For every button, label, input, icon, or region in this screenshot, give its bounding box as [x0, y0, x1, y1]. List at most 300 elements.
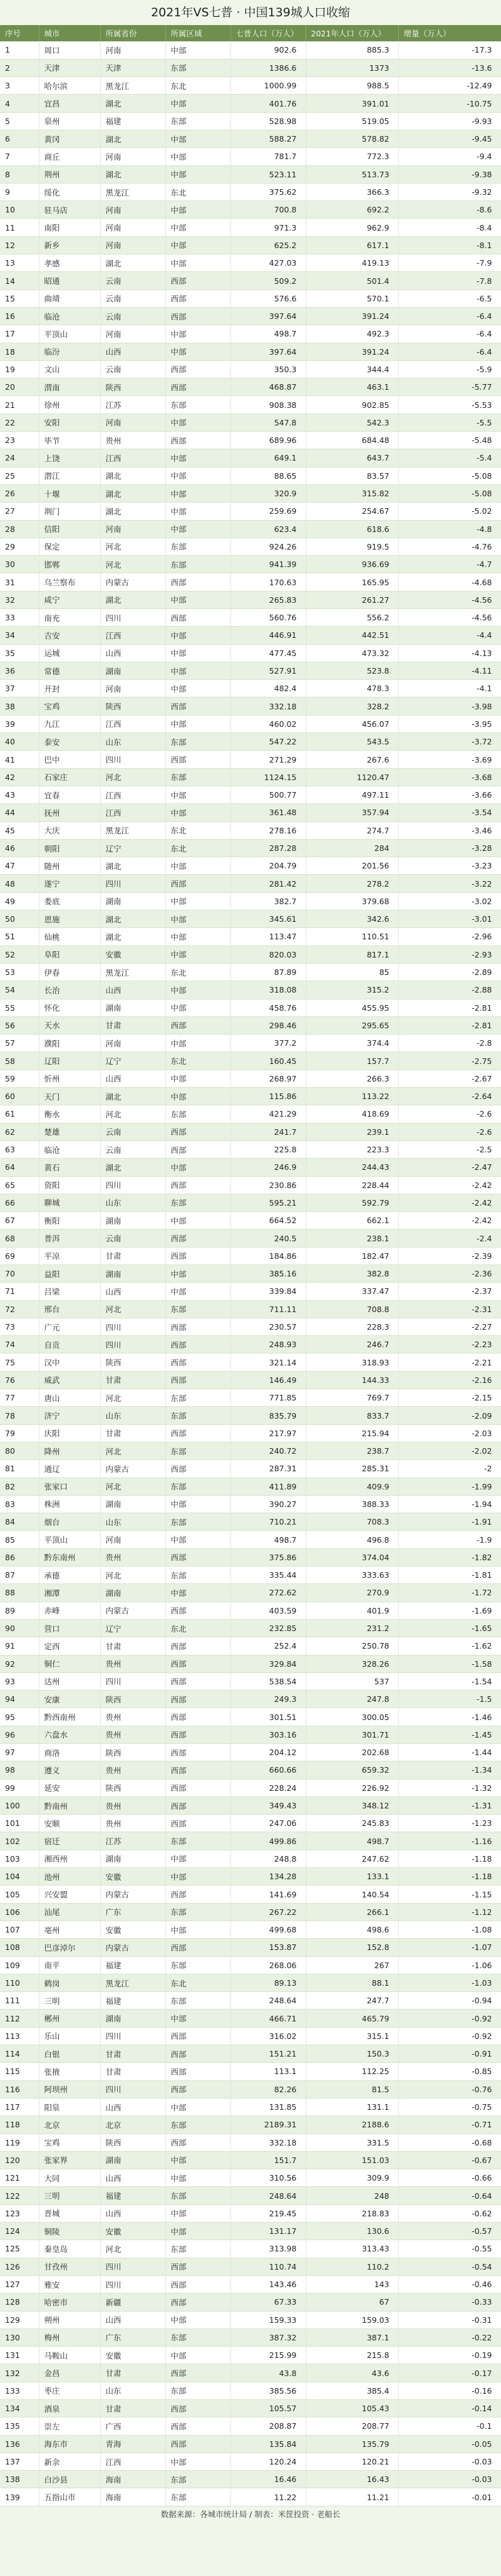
change-cell: -1.18 — [398, 1868, 501, 1885]
pop-2021-cell: 67 — [306, 2293, 398, 2311]
table-row — [0, 715, 501, 733]
census-pop-cell: 246.9 — [230, 1159, 306, 1176]
census-pop-cell: 89.13 — [230, 1974, 306, 1991]
change-cell: -1.15 — [398, 1885, 501, 1903]
region-cell: 西部 — [165, 2435, 230, 2453]
pop-2021-cell: 385.4 — [306, 2382, 398, 2399]
table-row — [0, 2382, 501, 2399]
rank-cell: 90 — [0, 1619, 39, 1637]
province-cell: 河北 — [100, 1442, 165, 1459]
city-cell: 长治 — [39, 981, 100, 999]
city-cell: 平凉 — [39, 1247, 100, 1265]
census-pop-cell: 482.4 — [230, 680, 306, 697]
city-cell: 赤峰 — [39, 1602, 100, 1619]
change-cell: -1.65 — [398, 1619, 501, 1637]
census-pop-cell: 265.83 — [230, 591, 306, 608]
province-cell: 河北 — [100, 538, 165, 555]
region-cell: 中部 — [165, 2453, 230, 2470]
header-rank: 序号 — [0, 25, 39, 41]
region-cell: 东部 — [165, 2187, 230, 2204]
rank-cell: 34 — [0, 627, 39, 644]
province-cell: 广东 — [100, 2328, 165, 2346]
table-row — [0, 1247, 501, 1265]
change-cell: -1.18 — [398, 1850, 501, 1867]
table-row — [0, 1619, 501, 1637]
table-row — [0, 165, 501, 183]
province-cell: 湖北 — [100, 467, 165, 484]
change-cell: -0.75 — [398, 2098, 501, 2115]
pop-2021-cell: 501.4 — [306, 272, 398, 289]
region-cell: 中部 — [165, 715, 230, 733]
city-cell: 铜陵 — [39, 2223, 100, 2240]
table-row — [0, 2063, 501, 2080]
province-cell: 甘肃 — [100, 1247, 165, 1265]
region-cell: 中部 — [165, 1495, 230, 1513]
rank-cell: 123 — [0, 2204, 39, 2222]
pop-2021-cell: 382.8 — [306, 1265, 398, 1282]
pop-2021-cell: 962.9 — [306, 219, 398, 236]
region-cell: 西部 — [165, 307, 230, 325]
header-change: 增量（万人） — [398, 25, 501, 41]
city-cell: 济宁 — [39, 1407, 100, 1424]
pop-2021-cell: 231.2 — [306, 1619, 398, 1637]
rank-cell: 95 — [0, 1708, 39, 1726]
census-pop-cell: 902.6 — [230, 41, 306, 59]
table-row — [0, 1159, 501, 1176]
table-row — [0, 963, 501, 981]
table-row — [0, 1070, 501, 1087]
city-cell: 张家界 — [39, 2151, 100, 2169]
city-cell: 荆门 — [39, 503, 100, 520]
census-pop-cell: 113.1 — [230, 2063, 306, 2080]
census-pop-cell: 272.62 — [230, 1584, 306, 1602]
region-cell: 西部 — [165, 1691, 230, 1708]
region-cell: 东部 — [165, 59, 230, 76]
region-cell: 西部 — [165, 1353, 230, 1371]
table-row — [0, 1956, 501, 1974]
table-row — [0, 2293, 501, 2311]
province-cell: 山西 — [100, 1070, 165, 1087]
pop-2021-cell: 478.3 — [306, 680, 398, 697]
region-cell: 西部 — [165, 1761, 230, 1779]
change-cell: -0.16 — [398, 2382, 501, 2399]
census-pop-cell: 332.18 — [230, 2134, 306, 2151]
rank-cell: 96 — [0, 1726, 39, 1743]
change-cell: -1.81 — [398, 1567, 501, 1584]
census-pop-cell: 219.45 — [230, 2204, 306, 2222]
region-cell: 中部 — [165, 1850, 230, 1867]
table-row — [0, 1424, 501, 1442]
province-cell: 贵州 — [100, 1708, 165, 1726]
province-cell: 福建 — [100, 1992, 165, 2010]
region-cell: 西部 — [165, 1318, 230, 1335]
city-cell: 广元 — [39, 1318, 100, 1335]
region-cell: 东部 — [165, 1567, 230, 1584]
city-cell: 天津 — [39, 59, 100, 76]
city-cell: 酒泉 — [39, 2399, 100, 2417]
city-cell: 聊城 — [39, 1194, 100, 1211]
census-pop-cell: 259.69 — [230, 503, 306, 520]
city-cell: 益阳 — [39, 1265, 100, 1282]
table-row — [0, 2488, 501, 2506]
rank-cell: 111 — [0, 1992, 39, 2010]
rank-cell: 33 — [0, 609, 39, 627]
table-row — [0, 2204, 501, 2222]
region-cell: 中部 — [165, 484, 230, 502]
census-pop-cell: 248.8 — [230, 1850, 306, 1867]
change-cell: -9.93 — [398, 112, 501, 130]
census-pop-cell: 241.7 — [230, 1123, 306, 1140]
province-cell: 陕西 — [100, 2134, 165, 2151]
region-cell: 东部 — [165, 538, 230, 555]
change-cell: -1.12 — [398, 1903, 501, 1921]
change-cell: -0.46 — [398, 2275, 501, 2293]
region-cell: 中部 — [165, 1584, 230, 1602]
census-pop-cell: 281.42 — [230, 875, 306, 892]
rank-cell: 31 — [0, 573, 39, 591]
city-cell: 宿迁 — [39, 1832, 100, 1850]
province-cell: 山西 — [100, 343, 165, 360]
rank-cell: 126 — [0, 2258, 39, 2275]
census-pop-cell: 411.89 — [230, 1478, 306, 1495]
region-cell: 中部 — [165, 946, 230, 963]
change-cell: -0.64 — [398, 2187, 501, 2204]
pop-2021-cell: 270.9 — [306, 1584, 398, 1602]
rank-cell: 118 — [0, 2116, 39, 2134]
pop-2021-cell: 120.21 — [306, 2453, 398, 2470]
change-cell: -4.11 — [398, 662, 501, 679]
pop-2021-cell: 543.5 — [306, 733, 398, 751]
census-pop-cell: 151.21 — [230, 2045, 306, 2063]
change-cell: -3.46 — [398, 821, 501, 839]
city-cell: 保定 — [39, 538, 100, 555]
table-row — [0, 857, 501, 875]
province-cell: 河南 — [100, 148, 165, 165]
change-cell: -5.02 — [398, 503, 501, 520]
census-pop-cell: 689.96 — [230, 432, 306, 449]
rank-cell: 26 — [0, 484, 39, 502]
province-cell: 山西 — [100, 981, 165, 999]
table-row — [0, 1336, 501, 1353]
change-cell: -0.1 — [398, 2417, 501, 2435]
rank-cell: 14 — [0, 272, 39, 289]
header-2021-pop: 2021年人口（万人） — [306, 25, 398, 41]
city-cell: 大同 — [39, 2169, 100, 2187]
province-cell: 贵州 — [100, 1796, 165, 1814]
change-cell: -3.72 — [398, 733, 501, 751]
pop-2021-cell: 16.43 — [306, 2471, 398, 2488]
census-pop-cell: 499.86 — [230, 1832, 306, 1850]
province-cell: 湖北 — [100, 1088, 165, 1105]
rank-cell: 25 — [0, 467, 39, 484]
city-cell: 濮阳 — [39, 1035, 100, 1052]
pop-2021-cell: 465.79 — [306, 2010, 398, 2027]
table-row — [0, 1921, 501, 1938]
pop-2021-cell: 182.47 — [306, 1247, 398, 1265]
city-cell: 梅州 — [39, 2328, 100, 2346]
rank-cell: 42 — [0, 768, 39, 786]
table-row — [0, 2240, 501, 2258]
census-pop-cell: 711.11 — [230, 1300, 306, 1318]
census-pop-cell: 421.29 — [230, 1105, 306, 1123]
city-cell: 湘潭 — [39, 1584, 100, 1602]
rank-cell: 62 — [0, 1123, 39, 1140]
province-cell: 安徽 — [100, 1868, 165, 1885]
province-cell: 湖北 — [100, 928, 165, 946]
province-cell: 江西 — [100, 2453, 165, 2470]
province-cell: 内蒙古 — [100, 1602, 165, 1619]
region-cell: 西部 — [165, 1460, 230, 1478]
pop-2021-cell: 492.3 — [306, 325, 398, 343]
change-cell: -4.56 — [398, 591, 501, 608]
region-cell: 西部 — [165, 2045, 230, 2063]
city-cell: 文山 — [39, 360, 100, 378]
region-cell: 西部 — [165, 2080, 230, 2098]
table-row — [0, 1407, 501, 1424]
province-cell: 云南 — [100, 360, 165, 378]
pop-2021-cell: 110.51 — [306, 928, 398, 946]
census-pop-cell: 110.74 — [230, 2258, 306, 2275]
rank-cell: 58 — [0, 1052, 39, 1070]
region-cell: 中部 — [165, 343, 230, 360]
city-cell: 降州 — [39, 1442, 100, 1459]
census-pop-cell: 287.31 — [230, 1460, 306, 1478]
province-cell: 山西 — [100, 1283, 165, 1300]
rank-cell: 17 — [0, 325, 39, 343]
table-row — [0, 1531, 501, 1548]
region-cell: 西部 — [165, 1548, 230, 1566]
province-cell: 云南 — [100, 272, 165, 289]
pop-2021-cell: 418.69 — [306, 1105, 398, 1123]
province-cell: 湖北 — [100, 503, 165, 520]
change-cell: -5.53 — [398, 396, 501, 414]
table-row — [0, 1708, 501, 1726]
region-cell: 中部 — [165, 786, 230, 803]
region-cell: 东部 — [165, 2488, 230, 2506]
city-cell: 衡水 — [39, 1105, 100, 1123]
census-pop-cell: 538.54 — [230, 1672, 306, 1690]
city-cell: 临沧 — [39, 1140, 100, 1158]
change-cell: -2.31 — [398, 1300, 501, 1318]
rank-cell: 55 — [0, 999, 39, 1016]
census-pop-cell: 649.1 — [230, 449, 306, 467]
rank-cell: 73 — [0, 1318, 39, 1335]
pop-2021-cell: 261.27 — [306, 591, 398, 608]
change-cell: -4.1 — [398, 680, 501, 697]
change-cell: -1.62 — [398, 1637, 501, 1655]
census-pop-cell: 971.3 — [230, 219, 306, 236]
province-cell: 陕西 — [100, 1353, 165, 1371]
pop-2021-cell: 456.07 — [306, 715, 398, 733]
region-cell: 西部 — [165, 1779, 230, 1796]
province-cell: 陕西 — [100, 1779, 165, 1796]
table-row — [0, 520, 501, 538]
change-cell: -0.03 — [398, 2453, 501, 2470]
rank-cell: 94 — [0, 1691, 39, 1708]
region-cell: 西部 — [165, 1602, 230, 1619]
pop-2021-cell: 833.7 — [306, 1407, 398, 1424]
change-cell: -8.4 — [398, 219, 501, 236]
region-cell: 东部 — [165, 1478, 230, 1495]
census-pop-cell: 387.32 — [230, 2328, 306, 2346]
rank-cell: 91 — [0, 1637, 39, 1655]
pop-2021-cell: 885.3 — [306, 41, 398, 59]
table-row — [0, 1442, 501, 1459]
province-cell: 湖南 — [100, 2010, 165, 2027]
table-row — [0, 821, 501, 839]
census-pop-cell: 268.06 — [230, 1956, 306, 1974]
province-cell: 河北 — [100, 1389, 165, 1407]
pop-2021-cell: 228.3 — [306, 1318, 398, 1335]
rank-cell: 38 — [0, 697, 39, 715]
region-cell: 东部 — [165, 1194, 230, 1211]
rank-cell: 16 — [0, 307, 39, 325]
rank-cell: 107 — [0, 1921, 39, 1938]
table-row — [0, 77, 501, 95]
city-cell: 三明 — [39, 2187, 100, 2204]
city-cell: 潜江 — [39, 467, 100, 484]
table-row — [0, 946, 501, 963]
pop-2021-cell: 144.33 — [306, 1371, 398, 1389]
change-cell: -13.6 — [398, 59, 501, 76]
change-cell: -8.1 — [398, 236, 501, 254]
census-pop-cell: 625.2 — [230, 236, 306, 254]
change-cell: -0.55 — [398, 2240, 501, 2258]
region-cell: 中部 — [165, 414, 230, 431]
region-cell: 西部 — [165, 2364, 230, 2382]
table-row — [0, 928, 501, 946]
change-cell: -1.46 — [398, 1708, 501, 1726]
census-pop-cell: 252.4 — [230, 1637, 306, 1655]
census-pop-cell: 509.2 — [230, 272, 306, 289]
census-pop-cell: 771.85 — [230, 1389, 306, 1407]
province-cell: 四川 — [100, 1176, 165, 1194]
region-cell: 西部 — [165, 2275, 230, 2293]
change-cell: -2.39 — [398, 1247, 501, 1265]
rank-cell: 114 — [0, 2045, 39, 2063]
pop-2021-cell: 374.04 — [306, 1548, 398, 1566]
pop-2021-cell: 662.1 — [306, 1212, 398, 1229]
pop-2021-cell: 643.7 — [306, 449, 398, 467]
rank-cell: 37 — [0, 680, 39, 697]
change-cell: -0.54 — [398, 2258, 501, 2275]
pop-2021-cell: 105.43 — [306, 2399, 398, 2417]
pop-2021-cell: 556.2 — [306, 609, 398, 627]
rank-cell: 92 — [0, 1655, 39, 1672]
region-cell: 西部 — [165, 272, 230, 289]
rank-cell: 71 — [0, 1283, 39, 1300]
region-cell: 中部 — [165, 2151, 230, 2169]
city-cell: 唐山 — [39, 1389, 100, 1407]
region-cell: 西部 — [165, 1726, 230, 1743]
rank-cell: 29 — [0, 538, 39, 555]
table-row — [0, 733, 501, 751]
province-cell: 江苏 — [100, 396, 165, 414]
pop-2021-cell: 684.48 — [306, 432, 398, 449]
region-cell: 中部 — [165, 520, 230, 538]
census-pop-cell: 427.03 — [230, 254, 306, 272]
pop-2021-cell: 708.3 — [306, 1513, 398, 1531]
change-cell: -1.06 — [398, 1956, 501, 1974]
table-row — [0, 2417, 501, 2435]
pop-2021-cell: 266.3 — [306, 1070, 398, 1087]
census-pop-cell: 208.87 — [230, 2417, 306, 2435]
table-row — [0, 662, 501, 679]
change-cell: -2.47 — [398, 1159, 501, 1176]
rank-cell: 66 — [0, 1194, 39, 1211]
province-cell: 四川 — [100, 2027, 165, 2045]
census-pop-cell: 11.22 — [230, 2488, 306, 2506]
city-cell: 昭通 — [39, 272, 100, 289]
change-cell: -2.23 — [398, 1336, 501, 1353]
rank-cell: 138 — [0, 2471, 39, 2488]
region-cell: 东部 — [165, 1442, 230, 1459]
pop-2021-cell: 295.65 — [306, 1016, 398, 1034]
city-cell: 白沙县 — [39, 2471, 100, 2488]
table-row — [0, 467, 501, 484]
rank-cell: 108 — [0, 1939, 39, 1956]
pop-2021-cell: 919.5 — [306, 538, 398, 555]
city-cell: 运城 — [39, 644, 100, 662]
city-cell: 阜阳 — [39, 946, 100, 963]
census-pop-cell: 941.39 — [230, 556, 306, 573]
province-cell: 甘肃 — [100, 1424, 165, 1442]
city-cell: 恩施 — [39, 910, 100, 928]
city-cell: 泰安 — [39, 733, 100, 751]
footer-source: 数据来源：各城市统计局 / 制表：米筐投资 · 老船长 — [0, 2506, 501, 2523]
change-cell: -1.54 — [398, 1672, 501, 1690]
census-pop-cell: 248.64 — [230, 2187, 306, 2204]
table-row — [0, 1513, 501, 1531]
city-cell: 天门 — [39, 1088, 100, 1105]
census-pop-cell: 287.28 — [230, 839, 306, 857]
change-cell: -2.03 — [398, 1424, 501, 1442]
change-cell: -5.08 — [398, 467, 501, 484]
city-cell: 烟台 — [39, 1513, 100, 1531]
region-cell: 中部 — [165, 627, 230, 644]
census-pop-cell: 468.87 — [230, 378, 306, 396]
change-cell: -4.7 — [398, 556, 501, 573]
change-cell: -12.49 — [398, 77, 501, 95]
table-row — [0, 2311, 501, 2328]
pop-2021-cell: 165.95 — [306, 573, 398, 591]
rank-cell: 129 — [0, 2311, 39, 2328]
census-pop-cell: 329.84 — [230, 1655, 306, 1672]
census-pop-cell: 113.47 — [230, 928, 306, 946]
region-cell: 中部 — [165, 201, 230, 219]
city-cell: 遵义 — [39, 1761, 100, 1779]
pop-2021-cell: 238.7 — [306, 1442, 398, 1459]
rank-cell: 1 — [0, 41, 39, 59]
census-pop-cell: 335.44 — [230, 1567, 306, 1584]
pop-2021-cell: 151.03 — [306, 2151, 398, 2169]
city-cell: 金昌 — [39, 2364, 100, 2382]
census-pop-cell: 310.56 — [230, 2169, 306, 2187]
table-row — [0, 2098, 501, 2115]
province-cell: 湖南 — [100, 892, 165, 910]
table-row — [0, 1796, 501, 1814]
table-row — [0, 556, 501, 573]
region-cell: 中部 — [165, 1035, 230, 1052]
city-cell: 邯郸 — [39, 556, 100, 573]
province-cell: 天津 — [100, 59, 165, 76]
pop-2021-cell: 113.22 — [306, 1088, 398, 1105]
pop-2021-cell: 223.3 — [306, 1140, 398, 1158]
change-cell: -2.21 — [398, 1353, 501, 1371]
change-cell: -2.36 — [398, 1265, 501, 1282]
table-row — [0, 1548, 501, 1566]
pop-2021-cell: 43.6 — [306, 2364, 398, 2382]
